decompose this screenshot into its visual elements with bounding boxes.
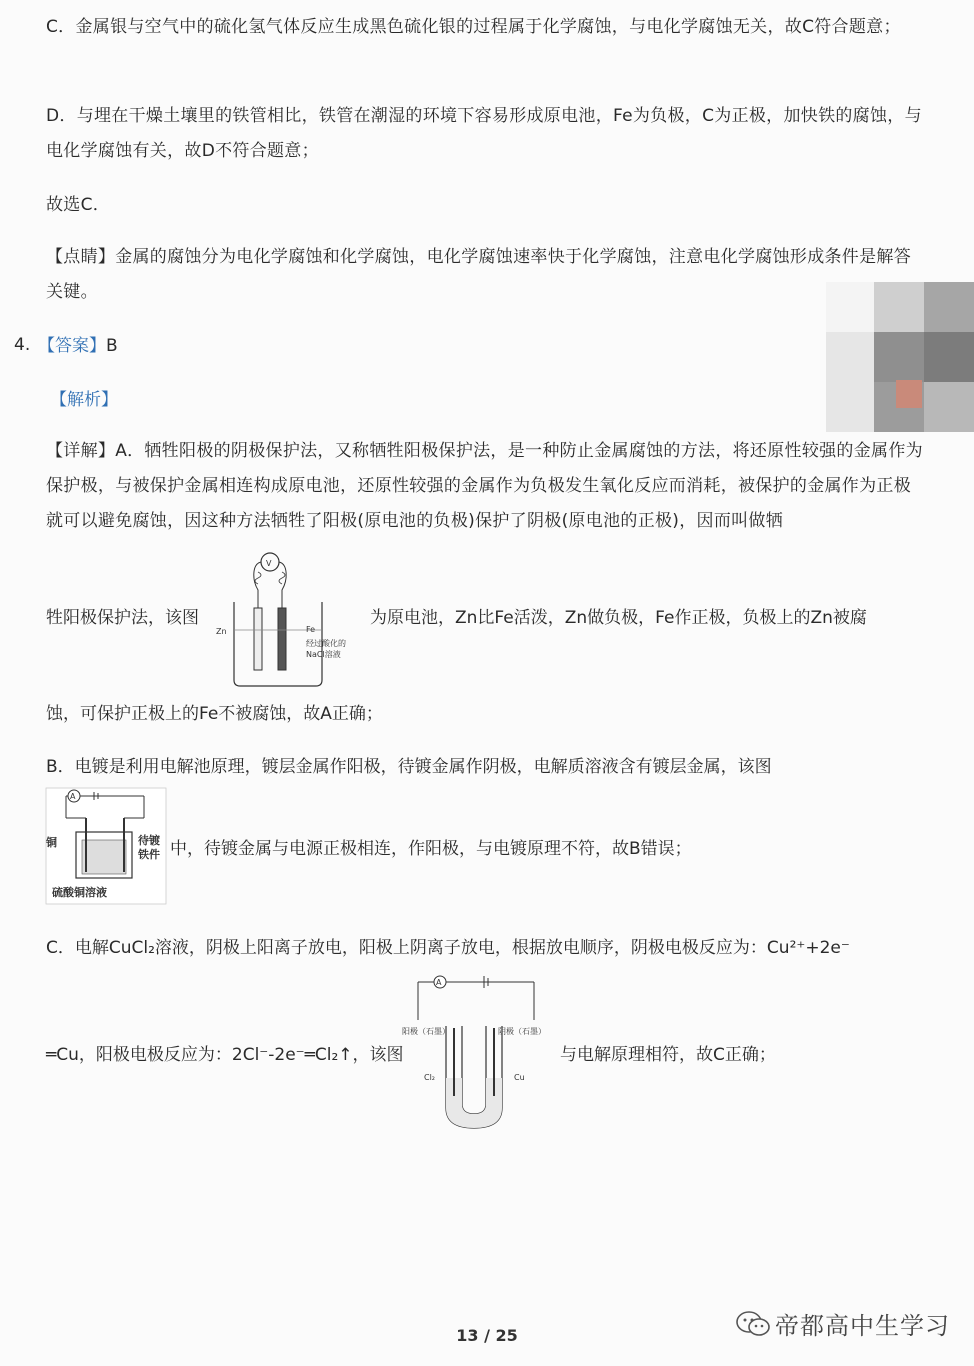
detail-a-line4-left: 牲阳极保护法，该图	[46, 608, 199, 628]
choice-conclusion: 故选C．	[46, 195, 111, 215]
detail-c-line2-right: 与电解原理相符，故C正确；	[560, 1045, 776, 1065]
detail-label: 【详解】	[46, 441, 116, 461]
fig-b-meter-label: A	[70, 792, 76, 801]
fig-a-meter-label: V	[266, 559, 272, 568]
tip-paragraph	[46, 240, 926, 310]
fig-b-left-label: 铜	[46, 836, 57, 849]
fig-b-right-label-2: 铁件	[138, 848, 160, 861]
fig-b-bottom-label: 硫酸铜溶液	[52, 886, 107, 899]
answer-value: B	[106, 336, 118, 356]
detail-a-text: A．牺牲阳极的阴极保护法，又称牺牲阳极保护法，是一种防止金属腐蚀的方法，将还原性较强的金属作为保护极，与被保护金属相连构成原电池，还原性较强的金属作为负极发生氧化反应而消耗，被保护的金属作为正极就可以避免腐蚀，因这种方法牺牲了阳极(原电池的负极)保护了阴极(原电池的正极)，因而叫做牺	[46, 441, 923, 531]
answer-label: 【答案】	[38, 336, 106, 356]
fig-a-right-label: Fe	[306, 625, 316, 634]
tip-text: 金属的腐蚀分为电化学腐蚀和化学腐蚀，电化学腐蚀速率快于化学腐蚀，注意电化学腐蚀形成条件是解答关键。	[46, 247, 912, 302]
analysis-label: 【解析】	[50, 390, 118, 410]
answer-line	[38, 335, 118, 357]
detail-c-line2-left: ═Cu，阳极电极反应为：2Cl⁻-2e⁻═Cl₂↑，该图	[46, 1045, 404, 1065]
figure-galvanic-cell	[212, 550, 362, 688]
tip-label: 【点睛】	[46, 247, 116, 267]
fig-b-right-label-1: 待镀	[138, 834, 160, 847]
figure-electrolysis-u-tube	[402, 968, 568, 1138]
detail-b-line2: 中，待镀金属与电源正极相连，作阳极，与电镀原理不符，故B错误；	[170, 839, 692, 859]
fig-a-note-2: NaCl溶液	[306, 650, 341, 659]
fig-a-left-label: Zn	[216, 627, 227, 636]
detail-a	[46, 434, 926, 539]
option-c-explanation: C．金属银与空气中的硫化氢气体反应生成黑色硫化银的过程属于化学腐蚀，与电化学腐蚀无关，故C符合题意；	[46, 17, 901, 37]
fig-c-meter-label: A	[436, 978, 442, 987]
detail-a-line5: 蚀，可保护正极上的Fe不被腐蚀，故A正确；	[46, 704, 383, 724]
option-d-explanation: D．与埋在干燥土壤里的铁管相比，铁管在潮湿的环境下容易形成原电池，Fe为负极，C为正极，加快铁的腐蚀，与电化学腐蚀有关，故D不符合题意；	[46, 106, 922, 161]
question-number: 4.	[14, 335, 31, 355]
figure-electroplating	[46, 788, 168, 906]
fig-c-right-label: Cu	[514, 1073, 525, 1082]
fig-c-left-top: 阳极（石墨）	[402, 1027, 450, 1036]
fe-electrode	[278, 608, 286, 670]
wechat-icon	[735, 1310, 771, 1342]
fig-a-note-1: 经过酸化的	[306, 639, 346, 648]
blurred-region	[826, 282, 974, 432]
page-number: 13 / 25	[456, 1326, 518, 1345]
fig-c-right-top: 阴极（石墨）	[498, 1027, 546, 1036]
fig-c-left-label: Cl₂	[424, 1073, 436, 1082]
detail-b-line1: B．电镀是利用电解池原理，镀层金属作阳极，待镀金属作阴极，电解质溶液含有镀层金属，该图	[46, 757, 772, 777]
detail-c-line1: C．电解CuCl₂溶液，阴极上阳离子放电，阳极上阴离子放电，根据放电顺序，阴极电极反应为：Cu²⁺+2e⁻	[46, 938, 850, 958]
zn-electrode	[254, 608, 262, 670]
detail-a-line4-right: 为原电池，Zn比Fe活泼，Zn做负极，Fe作正极，负极上的Zn被腐	[370, 608, 867, 628]
watermark-text: 帝都高中生学习	[775, 1312, 950, 1340]
